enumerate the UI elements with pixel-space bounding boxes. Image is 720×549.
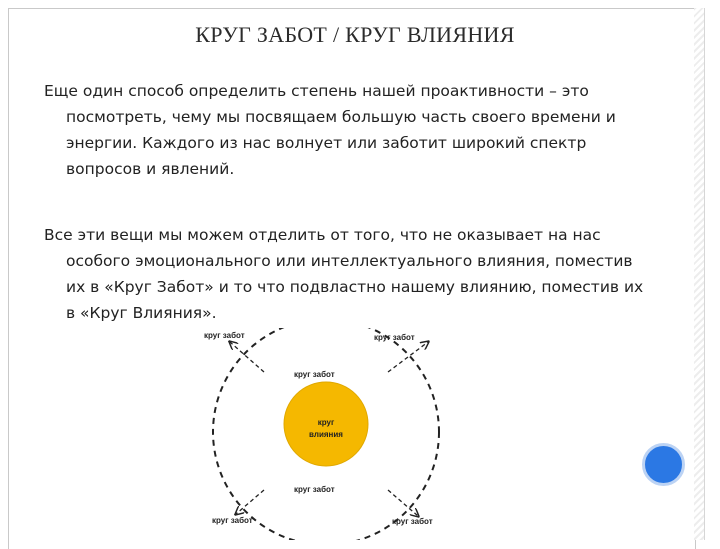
label-inner-top: круг забот (294, 370, 335, 379)
label-top-right: круг забот (374, 333, 415, 342)
label-bottom-right: круг забот (392, 517, 433, 526)
label-inner-bottom: круг забот (294, 485, 335, 494)
side-decoration (694, 8, 705, 540)
label-center-1: круг (317, 418, 335, 427)
label-top-left: круг забот (204, 331, 245, 340)
arrow-bottom-left (236, 490, 264, 514)
paragraph-1: Еще один способ определить степень нашей проактивности – это посмотреть, чему мы посвящаем большую часть своего времени и энергии. Каждого из нас волнует или заботит широкий спектр вопросов и явлений. (44, 82, 616, 178)
accent-circle (642, 443, 685, 486)
arrow-bottom-right (388, 490, 418, 516)
arrow-top-left (230, 342, 264, 372)
slide-title: КРУГ ЗАБОТ / КРУГ ВЛИЯНИЯ (195, 22, 515, 47)
label-center-2: влияния (309, 430, 343, 439)
circle-diagram (196, 328, 456, 540)
paragraph-2: Все эти вещи мы можем отделить от того, что не оказывает на нас особого эмоционального или интеллектуального влияния, поместив их в «Круг Забот» и то что подвластно нашему влиянию, поместив их в «Круг Влияния». (44, 226, 644, 322)
arrow-top-right (388, 342, 428, 372)
label-bottom-left: круг забот (212, 516, 253, 525)
